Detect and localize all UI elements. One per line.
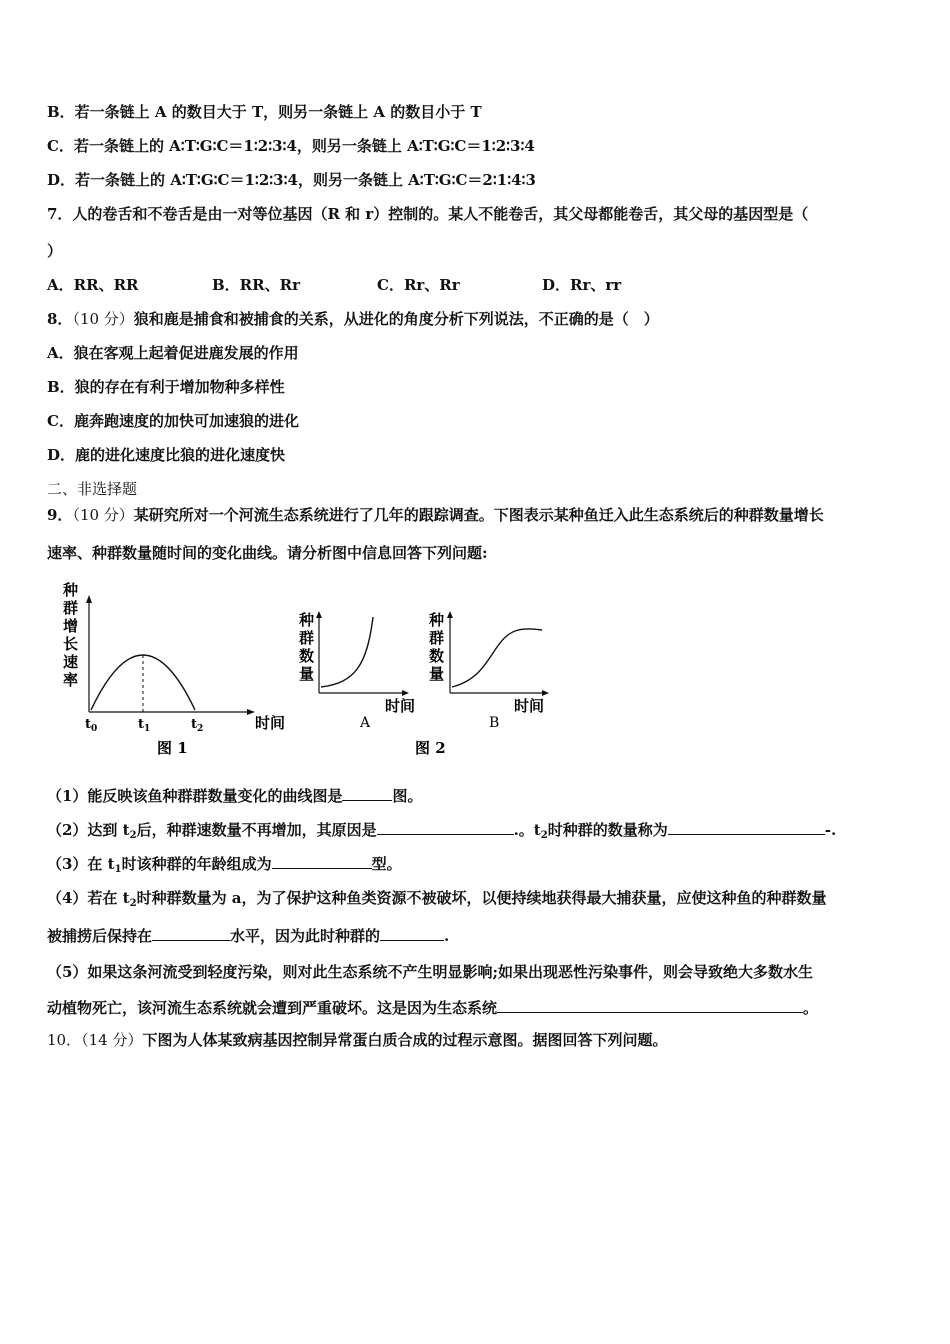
fig1-ylabel-6: 率 [63, 671, 79, 689]
q9-score: （10 分） [72, 506, 134, 524]
q7-stem-end: ） [47, 242, 63, 260]
figB-ylabel-4: 量 [429, 665, 445, 683]
fig1-ylabel-5: 速 [63, 653, 79, 671]
q9-sub5-line2: 动植物死亡，该河流生态系统就会遭到严重破坏。这是因为生态系统 。 [47, 999, 819, 1017]
fig1-t1-label: $t_1$ [138, 717, 151, 734]
figB-x-arrow-icon [542, 690, 549, 696]
q8-number: 8． [47, 310, 73, 328]
q8-option-d: D．鹿的进化速度比狼的进化速度快 [47, 446, 286, 464]
option-d-line: D．若一条链上的 A∶T∶G∶C＝1∶2∶3∶4，则另一条链上 A∶T∶G∶C＝2∶1∶4∶3 [47, 171, 536, 189]
q9-stem-line2: 速率、种群数量随时间的变化曲线。请分析图中信息回答下列问题: [47, 544, 488, 562]
q7-option-d: D．Rr、rr [542, 276, 622, 294]
figB-y-arrow-icon [447, 611, 453, 618]
fig1-ylabel-1: 种 [63, 581, 79, 599]
q9-stem-line1 [47, 505, 824, 525]
q7-stem: 7．人的卷舌和不卷舌是由一对等位基因（R 和 r）控制的。某人不能卷舌，其父母都能卷舌，其父母的基因型是（ [47, 205, 809, 223]
q10-number: 10． [47, 1031, 82, 1049]
q8-option-b: B．狼的存在有利于增加物种多样性 [47, 378, 285, 396]
fig1-ylabel-2: 群 [63, 599, 79, 617]
figA-x-arrow-icon [402, 690, 409, 696]
figB-x-label: 时间 [514, 697, 545, 715]
blank-2[interactable] [377, 820, 514, 835]
section-heading: 二、非选择题 [47, 480, 138, 498]
q9-sub3: （3）在 $t_1$时该种群的年龄组成为 型。 [47, 855, 402, 875]
fig1-x-label: 时间 [255, 714, 286, 732]
q7-option-c: C．Rr、Rr [377, 276, 460, 294]
blank-3[interactable] [668, 820, 825, 835]
q9-sub1: （1）能反映该鱼种群群数量变化的曲线图是 图。 [47, 787, 423, 805]
figA-label: A [360, 715, 371, 731]
q9-sub5-line1: （5）如果这条河流受到轻度污染，则对此生态系统不产生明显影响;如果出现恶性污染事件，则会导致绝大多数水生 [47, 963, 813, 981]
q9-sub2: （2）达到 $t_2$后，种群速数量不再增加，其原因是 .。$t_2$时种群的数量称为 -. [47, 821, 837, 841]
q9-sub4-line2: 被捕捞后保持在 水平，因为此时种群的 . [47, 927, 450, 945]
blank-1[interactable] [342, 786, 392, 801]
figA-ylabel-2: 群 [299, 629, 315, 647]
q9-sub4-line1: （4）若在 $t_2$时种群数量为 a，为了保护这种鱼类资源不被破坏，以便持续地获得最大捕获量，应使这种鱼的种群数量 [47, 889, 827, 909]
q10-stem [47, 1030, 667, 1050]
q8-text: 狼和鹿是捕食和被捕食的关系，从进化的角度分析下列说法，不正确的是（ ） [133, 310, 659, 328]
fig1-t0-label: $t_0$ [85, 717, 98, 734]
fig1-caption: 图 1 [157, 739, 188, 757]
figB-s-curve [452, 629, 542, 687]
blank-7[interactable] [497, 998, 803, 1013]
figA-y-arrow-icon [316, 611, 322, 618]
q9-number: 9． [47, 506, 73, 524]
q10-score: （14 分） [81, 1031, 143, 1049]
population-figure [55, 575, 575, 765]
blank-5[interactable] [152, 926, 230, 941]
q8-option-a: A．狼在客观上起着促进鹿发展的作用 [47, 344, 299, 362]
figB-ylabel-3: 数 [429, 647, 445, 665]
fig1-t2-label: $t_2$ [191, 717, 204, 734]
figA-j-curve [321, 617, 373, 687]
figA-x-label: 时间 [385, 697, 416, 715]
blank-6[interactable] [380, 926, 444, 941]
fig1-ylabel-4: 长 [63, 635, 79, 653]
fig1-x-arrow-icon [247, 709, 255, 715]
figB-ylabel-2: 群 [429, 629, 445, 647]
figB-label: B [489, 715, 500, 731]
q8-score: （10 分） [72, 310, 134, 328]
figA-ylabel-1: 种 [299, 611, 315, 629]
fig2-caption: 图 2 [415, 739, 446, 757]
option-c-line: C．若一条链上的 A∶T∶G∶C＝1∶2∶3∶4，则另一条链上 A∶T∶G∶C＝1∶2∶3∶4 [47, 137, 535, 155]
fig1-ylabel-3: 增 [63, 617, 79, 635]
fig1-y-arrow-icon [86, 595, 92, 603]
figure-2b [415, 611, 549, 757]
q9-text: 某研究所对一个河流生态系统进行了几年的跟踪调查。下图表示某种鱼迁入此生态系统后的种群数量增长 [133, 506, 824, 524]
figA-ylabel-3: 数 [299, 647, 315, 665]
blank-4[interactable] [272, 854, 372, 869]
q7-option-b: B．RR、Rr [212, 276, 300, 294]
figA-ylabel-4: 量 [299, 665, 315, 683]
q7-option-a: A．RR、RR [47, 276, 139, 294]
q8-stem [47, 309, 659, 329]
option-b-line: B．若一条链上 A 的数目大于 T，则另一条链上 A 的数目小于 T [47, 103, 482, 121]
q8-option-c: C．鹿奔跑速度的加快可加速狼的进化 [47, 412, 299, 430]
figure-2a [298, 611, 415, 731]
q10-text: 下图为人体某致病基因控制异常蛋白质合成的过程示意图。据图回答下列问题。 [142, 1031, 668, 1049]
figure-1 [62, 581, 285, 757]
figB-ylabel-1: 种 [429, 611, 445, 629]
